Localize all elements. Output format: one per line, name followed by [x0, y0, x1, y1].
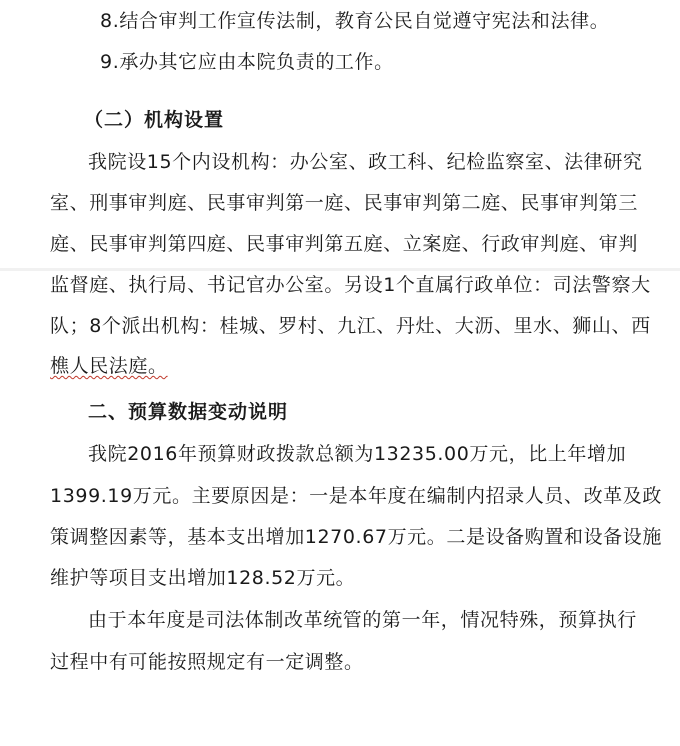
scan-artifact [0, 268, 680, 271]
org-paragraph-line-3: 庭、民事审判第四庭、民事审判第五庭、立案庭、行政审判庭、审判 [50, 233, 639, 255]
budget-paragraph-line-1: 我院2016年预算财政拨款总额为13235.00万元，比上年增加 [88, 443, 627, 465]
org-paragraph-line-6: 樵人民法庭。 [50, 355, 168, 377]
budget-paragraph-line-4: 维护等项目支出增加128.52万元。 [50, 567, 356, 589]
duty-item-8: 8.结合审判工作宣传法制，教育公民自觉遵守宪法和法律。 [100, 10, 610, 32]
note-paragraph-line-2: 过程中有可能按照规定有一定调整。 [50, 651, 364, 673]
org-paragraph-line-5: 队；8个派出机构：桂城、罗村、九江、丹灶、大沥、里水、狮山、西 [50, 315, 651, 337]
section-heading-budget-change: 二、预算数据变动说明 [88, 401, 289, 423]
note-paragraph-line-1: 由于本年度是司法体制改革统管的第一年，情况特殊，预算执行 [88, 609, 637, 631]
duty-item-9: 9.承办其它应由本院负责的工作。 [100, 51, 394, 73]
budget-paragraph-line-3: 策调整因素等，基本支出增加1270.67万元。二是设备购置和设备设施 [50, 526, 662, 548]
org-paragraph-line-1: 我院设15个内设机构：办公室、政工科、纪检监察室、法律研究 [88, 151, 643, 173]
budget-paragraph-line-2: 1399.19万元。主要原因是：一是本年度在编制内招录人员、改革及政 [50, 485, 662, 507]
section-heading-organization: （二）机构设置 [84, 109, 225, 131]
org-paragraph-line-4: 监督庭、执行局、书记官办公室。另设1个直属行政单位：司法警察大 [50, 274, 651, 296]
org-paragraph-line-2: 室、刑事审判庭、民事审判第一庭、民事审判第二庭、民事审判第三 [50, 192, 639, 214]
